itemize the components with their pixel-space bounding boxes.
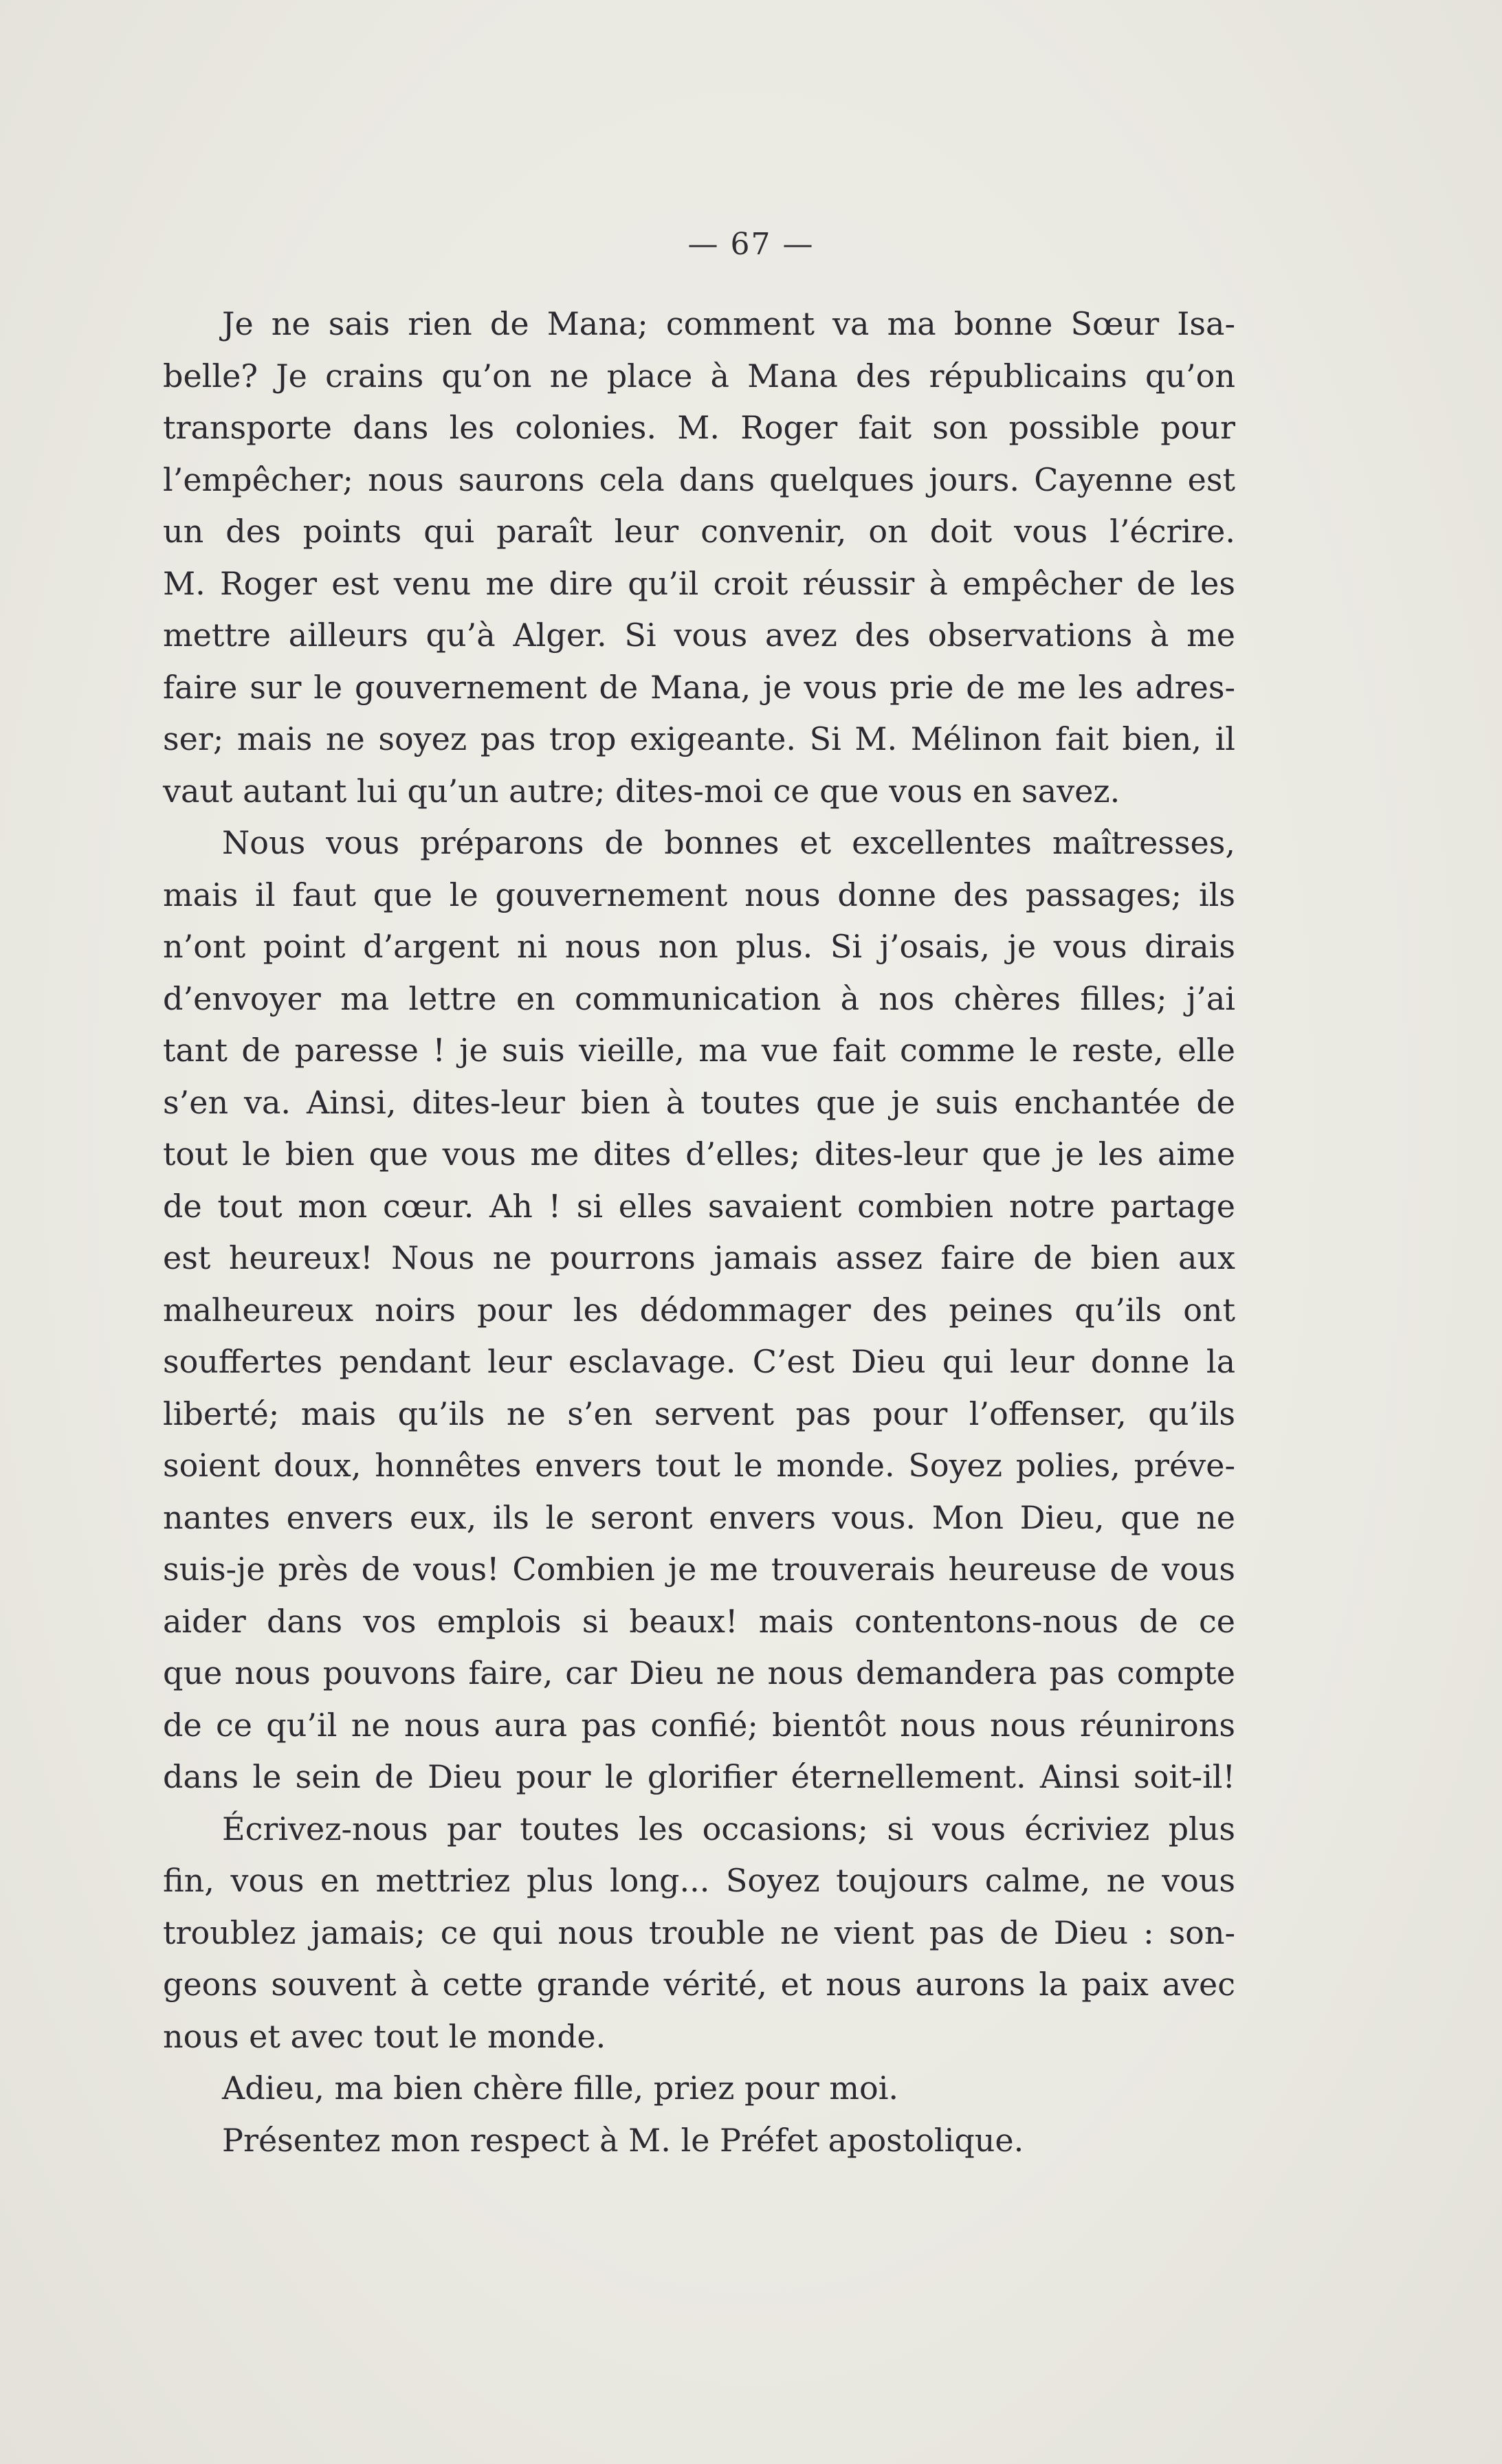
text-line: fin, vous en mettriez plus long... Soyez toujours calme, ne vous	[163, 1862, 1235, 1899]
letter-text	[163, 298, 1235, 2166]
text-line: l’empêcher; nous saurons cela dans quelques jours. Cayenne est	[163, 460, 1235, 498]
text-line: vaut autant lui qu’un autre; dites-moi ce que vous en savez.	[163, 772, 1120, 810]
text-line: transporte dans les colonies. M. Roger fait son possible pour	[163, 409, 1235, 446]
text-line: d’envoyer ma lettre en communication à nos chères filles; j’ai	[163, 979, 1235, 1017]
text-line: liberté; mais qu’ils ne s’en servent pas pour l’offenser, qu’ils	[163, 1395, 1235, 1432]
text-line: nantes envers eux, ils le seront envers vous. Mon Dieu, que ne	[163, 1498, 1235, 1536]
text-line: soient doux, honnêtes envers tout le monde. Soyez polies, préve-	[163, 1447, 1235, 1484]
text-line: belle? Je crains qu’on ne place à Mana des républicains qu’on	[163, 357, 1235, 395]
text-line: aider dans vos emplois si beaux! mais contentons-nous de ce	[163, 1602, 1235, 1640]
text-line: souffertes pendant leur esclavage. C’est Dieu qui leur donne la	[163, 1343, 1235, 1380]
text-line: nous et avec tout le monde.	[163, 2017, 606, 2055]
text-line: ser; mais ne soyez pas trop exigeante. Si M. Mélinon fait bien, il	[163, 720, 1235, 757]
text-line: Écrivez-nous par toutes les occasions; si vous écriviez plus	[222, 1810, 1235, 1847]
text-line: M. Roger est venu me dire qu’il croit réussir à empêcher de les	[163, 564, 1235, 602]
text-line: geons souvent à cette grande vérité, et nous aurons la paix avec	[163, 1966, 1235, 2003]
text-line: tout le bien que vous me dites d’elles; dites-leur que je les aime	[163, 1135, 1235, 1173]
text-line: est heureux! Nous ne pourrons jamais assez faire de bien aux	[163, 1239, 1235, 1276]
text-line: s’en va. Ainsi, dites-leur bien à toutes que je suis enchantée de	[163, 1083, 1235, 1121]
text-line: un des points qui paraît leur convenir, on doit vous l’écrire.	[163, 513, 1235, 550]
page-number: — 67 —	[687, 227, 815, 262]
text-line: troublez jamais; ce qui nous trouble ne vient pas de Dieu : son-	[163, 1913, 1235, 1951]
text-line: mais il faut que le gouvernement nous donne des passages; ils	[163, 876, 1235, 913]
text-line: de tout mon cœur. Ah ! si elles savaient combien notre partage	[163, 1187, 1235, 1225]
text-line: Nous vous préparons de bonnes et excellentes maîtresses,	[222, 824, 1235, 861]
text-line: mettre ailleurs qu’à Alger. Si vous avez des observations à me	[163, 617, 1235, 654]
text-line: dans le sein de Dieu pour le glorifier éternellement. Ainsi soit-il!	[163, 1758, 1235, 1795]
text-line: de ce qu’il ne nous aura pas confié; bientôt nous nous réunirons	[163, 1706, 1235, 1744]
text-line: Présentez mon respect à M. le Préfet apostolique.	[222, 2121, 1024, 2159]
text-line: que nous pouvons faire, car Dieu ne nous demandera pas compte	[163, 1654, 1235, 1691]
text-line: n’ont point d’argent ni nous non plus. Si j’osais, je vous dirais	[163, 928, 1235, 965]
text-line: Je ne sais rien de Mana; comment va ma bonne Sœur Isa-	[222, 305, 1235, 342]
text-line: malheureux noirs pour les dédommager des peines qu’ils ont	[163, 1291, 1235, 1329]
text-line: tant de paresse ! je suis vieille, ma vue fait comme le reste, elle	[163, 1032, 1235, 1069]
text-line: faire sur le gouvernement de Mana, je vous prie de me les adres-	[163, 668, 1235, 706]
text-line: suis-je près de vous! Combien je me trouverais heureuse de vous	[163, 1551, 1235, 1588]
text-line: Adieu, ma bien chère fille, priez pour moi.	[222, 2069, 899, 2107]
